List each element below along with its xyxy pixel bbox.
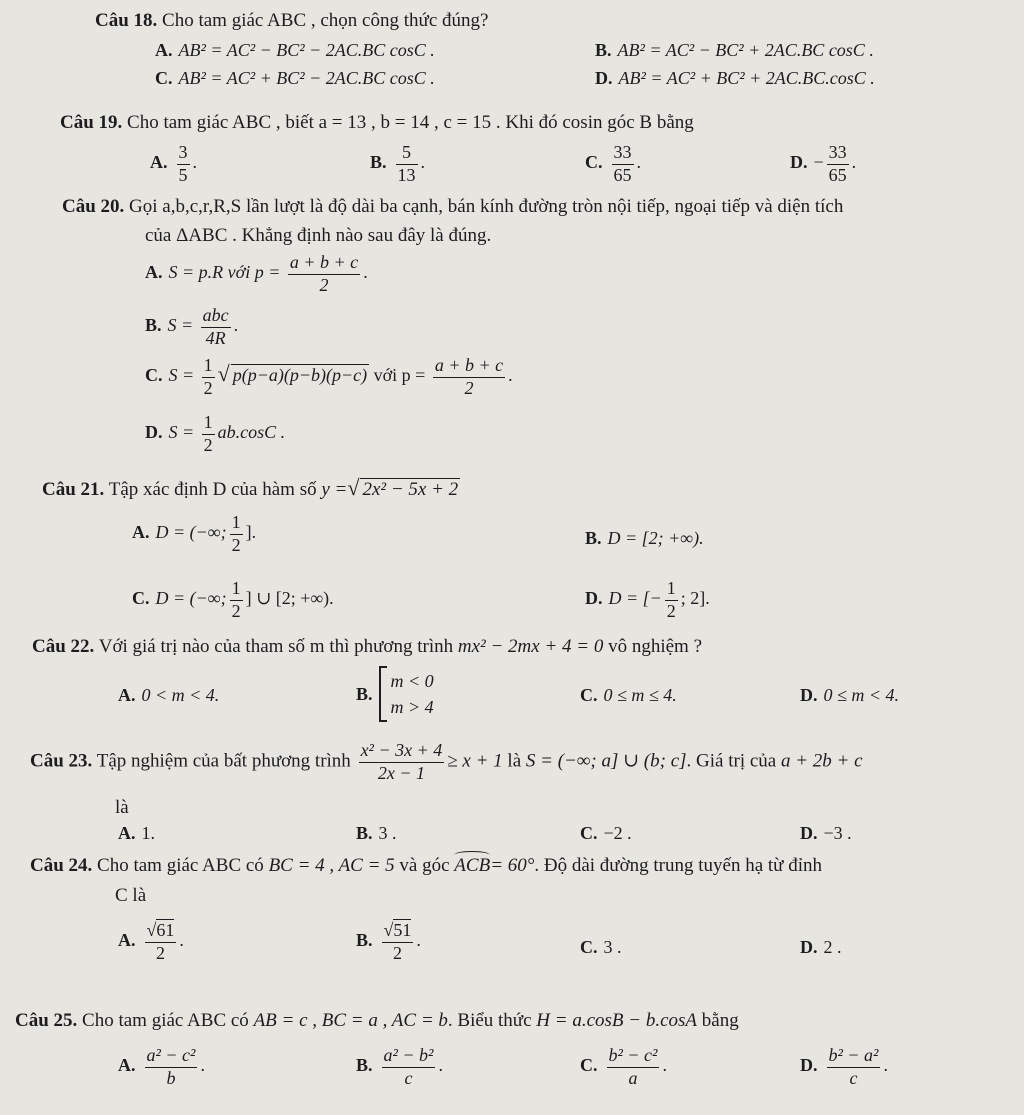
q19-text: Cho tam giác ABC , biết a = 13 , b = 14 , c = 15 . Khi đó cosin góc B bằng [127,112,694,133]
q23-option-b[interactable]: B. 3 . [356,823,397,843]
q21-option-b[interactable]: B. D = [2; +∞). [585,528,704,548]
q20-option-b[interactable]: B. S = $\frac{\text{abc}}{4R}$ . [145,305,239,348]
q22-text: Với giá trị nào của tham số m thì phương trình [98,636,454,657]
q21-radicand: 2x² − 5x + 2 [362,479,459,500]
q18-option-b[interactable]: B. AB² = AC² − BC² + 2AC.BC cosC . [595,40,874,60]
q21-text: Tập xác định D của hàm số [108,479,317,500]
q25-option-d[interactable]: D. $\frac{\text{b² − a²}}{c}$ . [800,1045,888,1088]
q19-stem [60,112,694,134]
q23-option-d[interactable]: D. −3 . [800,823,852,843]
q23-option-a[interactable]: A. 1. [118,823,155,843]
q18-stem [95,10,488,32]
q21-stem: Câu 21. Tập xác định D của hàm số y =√ 2x² − 5x + 2 [42,475,459,500]
q20-option-a[interactable]: A. S = p.R với p = $\frac{a + b + c}{2}$ . [145,252,368,295]
q23-label: Câu 23. [30,750,93,772]
q19-label: Câu 19. [60,112,123,133]
q23-stem-line2: là [115,797,129,818]
q25-stem: Câu 25. Cho tam giác ABC có AB = c , BC = a , AC = b. Biểu thức H = a.cosB − b.cosA bằng [15,1010,739,1031]
q19-option-a[interactable]: A. $\frac{3}{5}$ . [150,142,197,185]
q21-option-c[interactable]: C. D = (−∞; $\frac{1}{2}$ ] ∪ [2; +∞). [132,578,334,621]
q21-option-a[interactable]: A. D = (−∞; $\frac{1}{2}$ ]. [132,512,257,555]
q24-angle: ACB [454,855,491,876]
q22-option-d[interactable]: D. 0 ≤ m < 4. [800,685,900,705]
q18-option-c[interactable]: C. AB² = AC² + BC² − 2AC.BC cosC . [155,68,435,88]
q20-stem-line2: của ΔABC . Khẳng định nào sau đây là đúng. [145,225,492,246]
q18-text: Cho tam giác ABC , chọn công thức đúng? [162,10,489,31]
q24-option-d[interactable]: D. 2 . [800,937,842,957]
q23-stem: Câu 23. Tập nghiệm của bất phương trình $\frac{\text{x² − 3x + 4}}{2x - 1}$ ≥ x + 1 là S = (−∞; a] ∪ (b; c]. Giá trị của a + 2b + c [30,740,863,783]
q22-stem: Câu 22. Với giá trị nào của tham số m thì phương trình mx² − 2mx + 4 = 0 vô nghiệm ? [32,636,703,657]
q20-option-c[interactable]: C. S = $\frac{1}{2}$ √ p(p−a)(p−b)(p−c) với p = $\frac{a + b + c}{2}$ . [145,355,513,398]
q24-option-b[interactable]: B. $\frac{√51}{2}$ . [356,920,421,963]
q25-label: Câu 25. [15,1010,78,1031]
q20-stem [62,196,843,218]
q23-text: Tập nghiệm của bất phương trình [96,750,351,772]
q20-option-d[interactable]: D. S = $\frac{1}{2}$ ab.cosC . [145,412,286,455]
q25-option-a[interactable]: A. $\frac{\text{a² − c²}}{b}$ . [118,1045,205,1088]
q22-equation: mx² − 2mx + 4 = 0 [457,636,604,657]
q25-option-c[interactable]: C. $\frac{\text{b² − c²}}{a}$ . [580,1045,667,1088]
q18-option-d[interactable]: D. AB² = AC² + BC² + 2AC.BC.cosC . [595,68,875,88]
q19-option-b[interactable]: B. $\frac{5}{13}$ . [370,142,426,185]
q21-option-d[interactable]: D. D = [− $\frac{1}{2}$ ; 2]. [585,578,710,621]
q20-text: Gọi a,b,c,r,R,S lần lượt là độ dài ba cạnh, bán kính đường tròn nội tiếp, ngoại tiếp và diện tích [129,196,844,217]
q25-option-b[interactable]: B. $\frac{\text{a² − b²}}{c}$ . [356,1045,443,1088]
q20-label: Câu 20. [62,196,125,217]
q19-option-c[interactable]: C. $\frac{33}{65}$ . [585,142,641,185]
q23-option-c[interactable]: C. −2 . [580,823,632,843]
q22-option-b[interactable]: B. m < 0 m > 4 [356,666,434,722]
q22-option-a[interactable]: A. 0 < m < 4. [118,685,220,705]
q24-option-c[interactable]: C. 3 . [580,937,622,957]
q21-label: Câu 21. [42,479,105,500]
q25-text: Cho tam giác ABC có [82,1010,249,1031]
q24-text: Cho tam giác ABC có [97,855,264,876]
q24-stem: Câu 24. Cho tam giác ABC có BC = 4 , AC = 5 và góc ACB= 60°. Độ dài đường trung tuyến hạ từ đỉnh [30,855,822,876]
q24-label: Câu 24. [30,855,93,876]
q19-option-d[interactable]: D. − $\frac{33}{65}$ . [790,142,857,185]
q24-option-a[interactable]: A. $\frac{√61}{2}$ . [118,920,184,963]
q24-stem-line2: C là [115,885,147,906]
q22-option-c[interactable]: C. 0 ≤ m ≤ 4. [580,685,677,705]
q18-option-a[interactable]: A. AB² = AC² − BC² − 2AC.BC cosC . [155,40,435,60]
q18-label: Câu 18. [95,10,158,31]
q22-label: Câu 22. [32,636,95,657]
